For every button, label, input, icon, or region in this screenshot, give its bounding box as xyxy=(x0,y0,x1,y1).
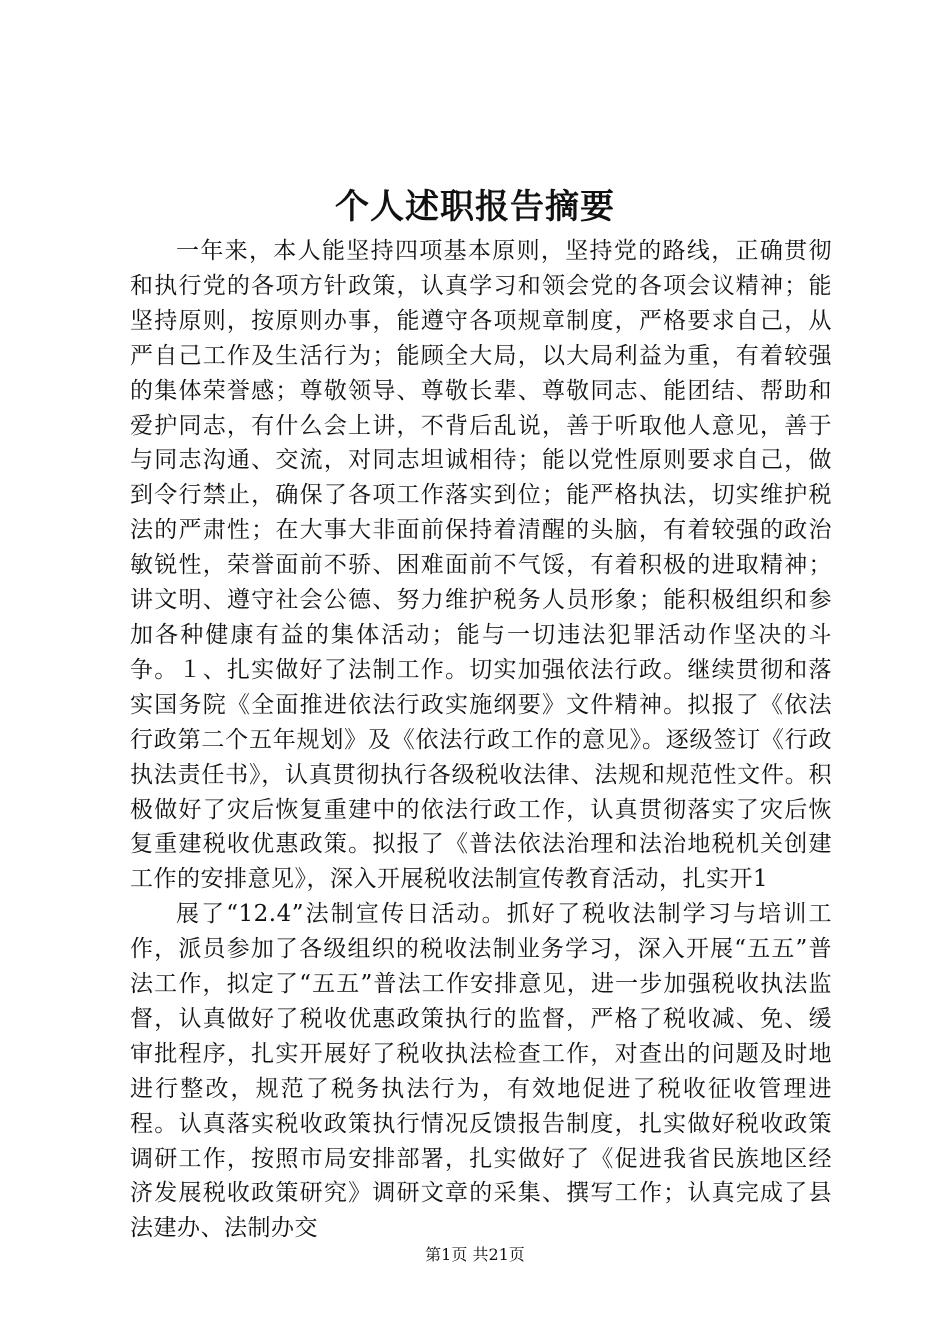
body-paragraph-1: 一年来，本人能坚持四项基本原则，坚持党的路线，正确贯彻和执行党的各项方针政策，认真学习和领会党的各项会议精神；能坚持原则，按原则办事，能遵守各项规章制度，严格要求自己，从严自己工作及生活行为；能顾全大局，以大局利益为重，有着较强的集体荣誉感；尊敬领导、尊敬长辈、尊敬同志、能团结、帮助和爱护同志，有什么会上讲，不背后乱说，善于听取他人意见，善于与同志沟通、交流，对同志坦诚相待；能以党性原则要求自己，做到令行禁止，确保了各项工作落实到位；能严格执法，切实维护税法的严肃性；在大事大非面前保持着清醒的头脑，有着较强的政治敏锐性，荣誉面前不骄、困难面前不气馁，有着积极的进取精神；讲文明、遵守社会公德、努力维护税务人员形象；能积极组织和参加各种健康有益的集体活动；能与一切违法犯罪活动作坚决的斗争。１、扎实做好了法制工作。切实加强依法行政。继续贯彻和落实国务院《全面推进依法行政实施纲要》文件精神。拟报了《依法行政第二个五年规划》及《依法行政工作的意见》。逐级签订《行政执法责任书》，认真贯彻执行各级税收法律、法规和规范性文件。积极做好了灾后恢复重建中的依法行政工作，认真贯彻落实了灾后恢复重建税收优惠政策。拟报了《普法依法治理和法治地税机关创建工作的安排意见》，深入开展税收法制宣传教育活动，扎实开1 xyxy=(130,238,832,893)
document-body xyxy=(130,234,832,1246)
page-number-footer: 第1页 共21页 xyxy=(425,1245,525,1264)
body-paragraph-2: 展了“12.4”法制宣传日活动。抓好了税收法制学习与培训工作，派员参加了各级组织的税收法制业务学习，深入开展“五五”普法工作，拟定了“五五”普法工作安排意见，进一步加强税收执法监督，认真做好了税收优惠政策执行的监督，严格了税收减、免、缓审批程序，扎实开展好了税收执法检查工作，对查出的问题及时地进行整改，规范了税务执法行为，有效地促进了税收征收管理进程。认真落实税收政策执行情况反馈报告制度，扎实做好税收政策调研工作，按照市局安排部署，扎实做好了《促进我省民族地区经济发展税收政策研究》调研文章的采集、撰写工作；认真完成了县法建办、法制办交 xyxy=(130,901,832,1242)
document-title: 个人述职报告摘要 xyxy=(335,187,615,227)
